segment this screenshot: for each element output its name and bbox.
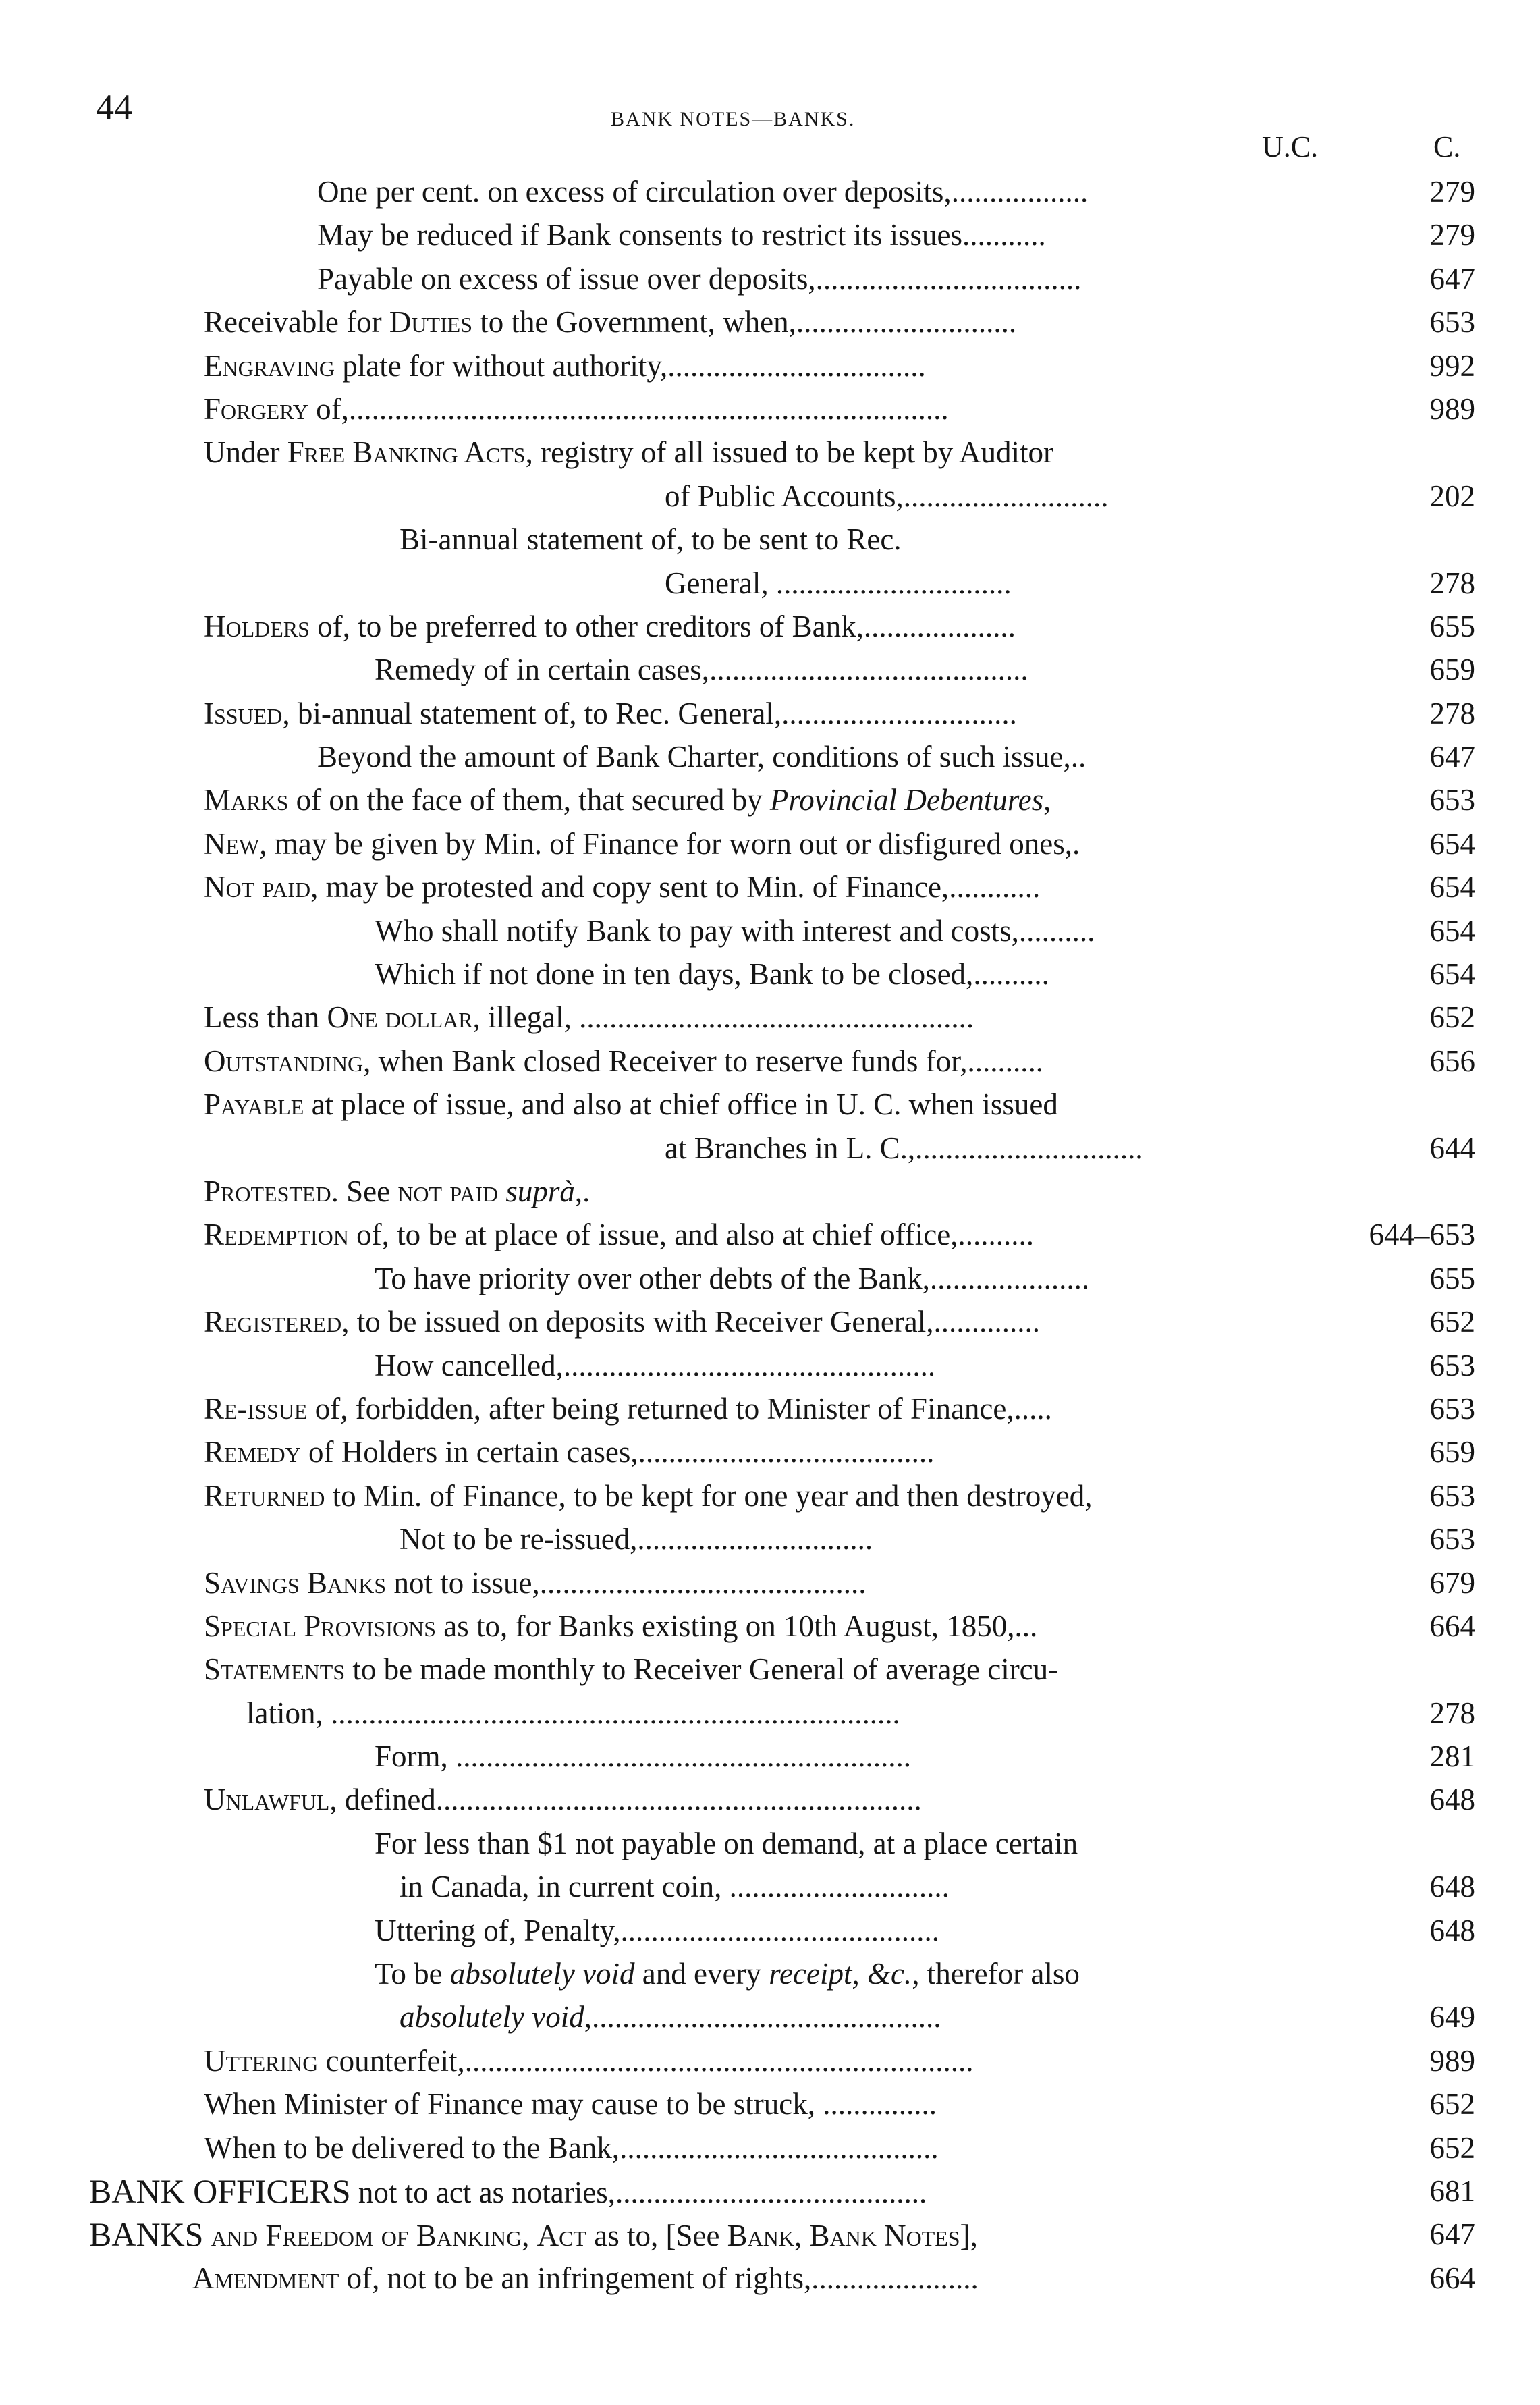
index-entry — [0, 735, 1540, 778]
index-entry — [0, 2082, 1540, 2126]
page-reference: 654 — [1429, 870, 1475, 904]
index-entry — [0, 2039, 1540, 2082]
entry-text — [204, 1648, 1058, 1691]
entry-text-part: of, — [308, 391, 349, 426]
entry-text — [204, 822, 1080, 865]
index-entry — [0, 1909, 1540, 1952]
page-reference: 654 — [1429, 826, 1475, 861]
index-entry — [0, 257, 1540, 300]
entry-text-part: , may be given by Min. of Finance for worn out or disfigured ones, — [259, 826, 1073, 861]
index-entry — [0, 1604, 1540, 1648]
entry-text-part: Issued — [204, 696, 283, 730]
index-entry — [0, 518, 1540, 561]
dot-leader: ............................. — [796, 305, 1017, 340]
index-entry — [0, 1561, 1540, 1604]
entry-text — [204, 692, 1017, 735]
entry-text — [204, 1387, 1052, 1430]
dot-leader: .............................. — [915, 1131, 1143, 1165]
index-entry — [0, 1865, 1540, 1908]
index-entry — [0, 1995, 1540, 2038]
index-entry — [0, 2257, 1540, 2300]
entry-text-part: , — [584, 2000, 592, 2034]
index-entry — [0, 1474, 1540, 1517]
entry-text — [204, 605, 1016, 648]
dot-leader: ............................................................................... — [348, 391, 949, 426]
entry-text-part: at place of issue, and also at chief office in U. C. when issued — [304, 1087, 1058, 1122]
entry-text — [317, 213, 1046, 256]
entry-text — [665, 475, 1108, 518]
entry-text-part: Payable on excess of issue over deposits, — [317, 261, 816, 296]
entry-text-part: Form, — [375, 1739, 448, 1774]
entry-text-part: Bank, Bank Notes — [727, 2219, 960, 2253]
entry-text-part: Outstanding — [204, 1044, 364, 1078]
index-entry — [0, 300, 1540, 344]
index-entry — [0, 1213, 1540, 1256]
page-reference: 649 — [1429, 2000, 1475, 2034]
index-entry — [0, 909, 1540, 952]
entry-text — [375, 909, 1095, 952]
entry-text-part: in Canada, in current coin, — [400, 1870, 722, 1904]
dot-leader: ..... — [1014, 1391, 1052, 1426]
page-reference: 653 — [1429, 1522, 1475, 1557]
dot-leader: . — [582, 1174, 590, 1208]
entry-text-part: Bi-annual statement of, to be sent to Rec. — [400, 522, 902, 557]
page-reference: 648 — [1429, 1783, 1475, 1817]
entry-text — [204, 2082, 937, 2126]
dot-leader: ........................... — [903, 479, 1109, 513]
page-reference: 644 — [1429, 1131, 1475, 1165]
page-reference: 989 — [1429, 391, 1475, 426]
dot-leader: .......... — [1018, 913, 1095, 948]
entry-text — [89, 2213, 978, 2257]
entry-text — [204, 1039, 1043, 1083]
page-reference: 656 — [1429, 1044, 1475, 1078]
index-entry — [0, 1127, 1540, 1170]
entry-text-part: Forgery — [204, 391, 308, 426]
page-reference: 654 — [1429, 957, 1475, 992]
entry-text-part: BANKS — [89, 2215, 204, 2254]
entry-text-part: Holders — [204, 609, 310, 643]
entry-text-part: , when Bank closed Receiver to reserve funds for, — [363, 1044, 968, 1078]
entry-text-part: When Minister of Finance may cause to be struck, — [204, 2087, 815, 2122]
page-reference: 655 — [1429, 1261, 1475, 1295]
page-reference: 659 — [1429, 653, 1475, 687]
dot-leader: .. — [1070, 740, 1087, 774]
index-entry — [0, 648, 1540, 691]
entry-text-part: plate for without authority, — [335, 348, 668, 383]
index-entry — [0, 822, 1540, 865]
index-entry — [0, 1083, 1540, 1126]
page-reference: 647 — [1429, 2217, 1475, 2252]
dot-leader: .................... — [863, 609, 1016, 643]
entry-text-part: When to be delivered to the Bank, — [204, 2130, 620, 2165]
entry-text — [204, 778, 1051, 821]
index-entry — [0, 1692, 1540, 1735]
entry-text-part: receipt, &c. — [769, 1957, 912, 1991]
entry-text-part: Who shall notify Bank to pay with interest and costs, — [375, 913, 1019, 948]
page-reference: 653 — [1429, 1391, 1475, 1426]
page-reference: 652 — [1429, 2130, 1475, 2165]
entry-text-part: Engraving — [204, 348, 335, 383]
page-reference: 655 — [1429, 609, 1475, 643]
entry-text — [204, 2039, 974, 2082]
entry-text-part: General, — [665, 566, 769, 600]
entry-text-part: of, forbidden, after being returned to Minister of Finance, — [307, 1391, 1014, 1426]
index-entry — [0, 387, 1540, 431]
page-reference: 647 — [1429, 740, 1475, 774]
entry-text — [204, 1170, 590, 1213]
page-reference: 279 — [1429, 175, 1475, 209]
entry-text-part: and every — [634, 1957, 769, 1991]
dot-leader: .................. — [951, 175, 1089, 209]
page-reference: 279 — [1429, 218, 1475, 252]
page-reference: 664 — [1429, 2261, 1475, 2295]
entry-text-part: and Freedom of Banking — [211, 2219, 522, 2253]
index-entry — [0, 692, 1540, 735]
dot-leader: ...................... — [811, 2261, 979, 2295]
entry-text-part: of Holders in certain cases, — [300, 1435, 638, 1469]
entry-text-part: not to issue, — [386, 1565, 540, 1600]
column-header-c: C. — [1433, 130, 1461, 163]
page-reference: 653 — [1429, 1348, 1475, 1382]
entry-text-part: Duties — [389, 305, 473, 340]
entry-text — [204, 996, 974, 1039]
entry-text — [375, 648, 1028, 691]
index-entry — [0, 1517, 1540, 1561]
entry-text-part: , — [522, 2219, 537, 2253]
page-reference: 281 — [1429, 1739, 1475, 1774]
dot-leader: ............................... — [768, 566, 1012, 600]
index-entry — [0, 213, 1540, 256]
entry-text — [375, 1909, 939, 1952]
entry-text-part: Re-issue — [204, 1391, 308, 1426]
entry-text-part: not to act as notaries, — [350, 2175, 615, 2209]
dot-leader: .............. — [933, 1305, 1040, 1339]
dot-leader: ... — [1014, 1609, 1038, 1643]
dot-leader: ..................... — [929, 1261, 1090, 1295]
entry-text-part: To be — [375, 1957, 450, 1991]
entry-text-part — [498, 1174, 505, 1208]
dot-leader: .............................................. — [591, 2000, 941, 2034]
entry-text — [375, 1257, 1089, 1300]
page-reference: 278 — [1429, 1696, 1475, 1730]
entry-text-part: Under — [204, 435, 287, 470]
entry-text-part: of on the face of them, that secured by — [288, 783, 770, 817]
entry-text-part: Provincial Debentures — [769, 783, 1044, 817]
dot-leader: ............................... — [637, 1522, 873, 1557]
index-entry — [0, 1778, 1540, 1821]
index-entry — [0, 2126, 1540, 2169]
dot-leader: ............................. — [721, 1870, 950, 1904]
entry-text-part: to Min. of Finance, to be kept for one year and then destroyed, — [325, 1478, 1093, 1513]
page-reference: 652 — [1429, 2087, 1475, 2122]
index-entry — [0, 1344, 1540, 1387]
index-entry — [0, 605, 1540, 648]
page-reference: 648 — [1429, 1913, 1475, 1947]
entry-text — [400, 1517, 873, 1561]
entry-text-part: , bi-annual statement of, to Rec. General, — [282, 696, 782, 730]
column-header-uc: U.C. — [1262, 130, 1319, 163]
entry-text-part: Payable — [204, 1087, 304, 1122]
entry-text — [246, 1692, 900, 1735]
index-entry — [0, 1300, 1540, 1343]
entry-text — [400, 1995, 941, 2038]
entry-text-part: at Branches in L. C., — [665, 1131, 916, 1165]
index-entry — [0, 170, 1540, 213]
entry-text-part: One dollar — [327, 1000, 473, 1035]
index-entry — [0, 1170, 1540, 1213]
entry-text-part: of, to be preferred to other creditors of Bank, — [309, 609, 864, 643]
dot-leader: .................................. — [667, 348, 926, 383]
page-reference: 653 — [1429, 305, 1475, 340]
page-reference: 278 — [1429, 566, 1475, 600]
entry-text-part: How cancelled, — [375, 1348, 563, 1382]
entry-text — [204, 1213, 1034, 1256]
entry-text-part: For less than $1 not payable on demand, at a place certain — [375, 1826, 1078, 1860]
index-entry — [0, 952, 1540, 996]
entry-text-part: Receivable for — [204, 305, 389, 340]
entry-text-part: Redemption — [204, 1218, 349, 1252]
entry-text — [317, 735, 1086, 778]
index-entry — [0, 1648, 1540, 1691]
dot-leader: .......................................... — [709, 653, 1028, 687]
entry-text-part: Special Provisions — [204, 1609, 436, 1643]
entry-text — [204, 865, 1040, 909]
entry-text-part: to be made monthly to Receiver General of average circu- — [345, 1652, 1059, 1687]
entry-text — [375, 1822, 1078, 1865]
entry-text — [375, 1735, 911, 1778]
entry-text-part: , therefor also — [912, 1957, 1080, 1991]
dot-leader: ................................................. — [563, 1348, 936, 1382]
entry-text-part: Not paid — [204, 870, 311, 904]
page-number: 44 — [96, 87, 132, 128]
page-reference: 644–653 — [1369, 1218, 1475, 1252]
entry-text — [204, 1778, 922, 1821]
index-entry — [0, 1822, 1540, 1865]
index-entry — [0, 2213, 1540, 2256]
entry-text — [665, 562, 1012, 605]
entry-text-part: lation, — [246, 1696, 323, 1730]
index-entry — [0, 1430, 1540, 1474]
entry-text-part: Returned — [204, 1478, 325, 1513]
entry-text-part: , may be protested and copy sent to Min. of Finance, — [310, 870, 950, 904]
entry-text-part — [203, 2219, 211, 2252]
dot-leader: .......... — [973, 957, 1049, 992]
index-entry — [0, 2169, 1540, 2213]
entry-text-part: as to, for Banks existing on 10th August, 1850, — [436, 1609, 1015, 1643]
entry-text-part: absolutely void — [449, 1957, 635, 1991]
entry-text-part: Remedy of in certain cases, — [375, 653, 710, 687]
page-reference: 653 — [1429, 783, 1475, 817]
entry-text — [204, 300, 1016, 344]
page-reference: 202 — [1429, 479, 1475, 513]
entry-text-part: , illegal, — [472, 1000, 572, 1035]
entry-text-part: Not to be re-issued, — [400, 1522, 638, 1557]
dot-leader: ........... — [962, 218, 1046, 252]
entry-text-part: New — [204, 826, 260, 861]
entry-text — [400, 1865, 950, 1908]
entry-text-part: , — [574, 1174, 583, 1208]
page-reference: 653 — [1429, 1478, 1475, 1513]
page-reference: 654 — [1429, 913, 1475, 948]
entry-text-part: of, to be at place of issue, and also at chief office, — [348, 1218, 958, 1252]
index-entry — [0, 778, 1540, 821]
entry-text — [204, 1561, 866, 1604]
page-reference: 679 — [1429, 1565, 1475, 1600]
page-reference: 652 — [1429, 1000, 1475, 1035]
entry-text-part: May be reduced if Bank consents to restrict its issues — [317, 218, 963, 252]
entry-text — [204, 1474, 1093, 1517]
entry-text — [204, 431, 1053, 474]
entry-text — [204, 2126, 939, 2169]
entry-text — [204, 1300, 1040, 1343]
entry-text-part: Which if not done in ten days, Bank to be closed, — [375, 957, 974, 992]
entry-text-part: Remedy — [204, 1435, 301, 1469]
page-reference: 278 — [1429, 696, 1475, 730]
dot-leader: .......... — [967, 1044, 1044, 1078]
entry-text-part: Protested. — [204, 1174, 339, 1208]
entry-text — [375, 952, 1049, 996]
index-entry — [0, 1735, 1540, 1778]
entry-text-part: One per cent. on excess of circulation over deposits, — [317, 175, 952, 209]
entry-text-part: to the Government, when, — [472, 305, 796, 340]
dot-leader: .......... — [958, 1218, 1034, 1252]
entry-text-part: counterfeit, — [318, 2043, 465, 2078]
dot-leader: ................................... — [815, 261, 1082, 296]
index-entry — [0, 1039, 1540, 1083]
entry-text-part: Uttering of, Penalty, — [375, 1913, 621, 1947]
page-reference: 648 — [1429, 1870, 1475, 1904]
dot-leader: ................................................................ — [435, 1783, 922, 1817]
dot-leader: ............ — [949, 870, 1041, 904]
dot-leader: ............................................................ — [447, 1739, 912, 1774]
entry-text-part: To have priority over other debts of the Bank, — [375, 1261, 930, 1295]
entry-text-part: not paid — [397, 1174, 499, 1208]
index-entry — [0, 431, 1540, 474]
index-entries — [0, 170, 1540, 2300]
entry-text-part: absolutely void — [400, 2000, 584, 2034]
index-entry — [0, 344, 1540, 387]
entry-text-part: of, not to be an infringement of rights, — [339, 2261, 812, 2295]
entry-text-part: of Public Accounts, — [665, 479, 904, 513]
dot-leader: ........................................... — [539, 1565, 867, 1600]
dot-leader: .......................................... — [620, 1913, 940, 1947]
page-reference: 647 — [1429, 261, 1475, 296]
entry-text-part: ], — [960, 2219, 978, 2253]
entry-text — [375, 1952, 1080, 1995]
dot-leader: ................................................................... — [464, 2043, 974, 2078]
page-reference: 664 — [1429, 1609, 1475, 1643]
entry-text — [192, 2257, 979, 2300]
entry-text-part: Amendment — [192, 2261, 339, 2295]
entry-text-part: as to, [See — [586, 2219, 727, 2253]
page-reference: 989 — [1429, 2043, 1475, 2078]
entry-text-part: Uttering — [204, 2043, 319, 2078]
page-reference: 652 — [1429, 1305, 1475, 1339]
entry-text-part: Unlawful — [204, 1783, 330, 1817]
entry-text — [204, 1083, 1058, 1126]
index-entry — [0, 1387, 1540, 1430]
page-reference: 681 — [1429, 2173, 1475, 2208]
entry-text-part: , registry of all issued to be kept by Auditor — [525, 435, 1053, 470]
entry-text-part: suprà — [505, 1174, 575, 1208]
page-reference: 659 — [1429, 1435, 1475, 1469]
entry-text-part: Beyond the amount of Bank Charter, conditions of such issue, — [317, 740, 1071, 774]
entry-text-part: See — [338, 1174, 398, 1208]
entry-text-part: , to be issued on deposits with Receiver General, — [341, 1305, 934, 1339]
dot-leader: .......................................... — [620, 2130, 939, 2165]
dot-leader: ....................................... — [638, 1435, 935, 1469]
entry-text — [89, 2169, 927, 2214]
index-entry — [0, 1952, 1540, 1995]
index-entry — [0, 865, 1540, 909]
index-entry — [0, 1257, 1540, 1300]
dot-leader: ........................................................................... — [323, 1696, 900, 1730]
dot-leader: .................................................... — [571, 1000, 974, 1035]
running-title: BANK NOTES—BANKS. — [611, 108, 856, 130]
entry-text-part: Marks — [204, 783, 289, 817]
entry-text — [317, 257, 1081, 300]
entry-text-part: Statements — [204, 1652, 346, 1687]
entry-text — [204, 1430, 934, 1474]
entry-text — [204, 1604, 1037, 1648]
index-entry — [0, 562, 1540, 605]
entry-text — [665, 1127, 1143, 1170]
entry-text — [400, 518, 902, 561]
entry-text-part: BANK OFFICERS — [89, 2171, 351, 2210]
entry-text-part: Free Banking Acts — [287, 435, 526, 470]
page-reference: 992 — [1429, 348, 1475, 383]
entry-text-part: , defined — [329, 1783, 436, 1817]
entry-text — [204, 344, 926, 387]
dot-leader: ............... — [815, 2087, 937, 2122]
index-entry — [0, 475, 1540, 518]
entry-text — [317, 170, 1088, 213]
index-entry — [0, 996, 1540, 1039]
entry-text-part: , — [1043, 783, 1051, 817]
entry-text-part: Act — [537, 2219, 586, 2253]
entry-text — [204, 387, 949, 431]
dot-leader: ............................... — [781, 696, 1017, 730]
entry-text — [375, 1344, 935, 1387]
dot-leader: . — [1072, 826, 1080, 861]
entry-text-part: Less than — [204, 1000, 327, 1035]
entry-text-part: Registered — [204, 1305, 342, 1339]
dot-leader: ......................................... — [615, 2175, 927, 2209]
entry-text-part: Savings Banks — [204, 1565, 387, 1600]
